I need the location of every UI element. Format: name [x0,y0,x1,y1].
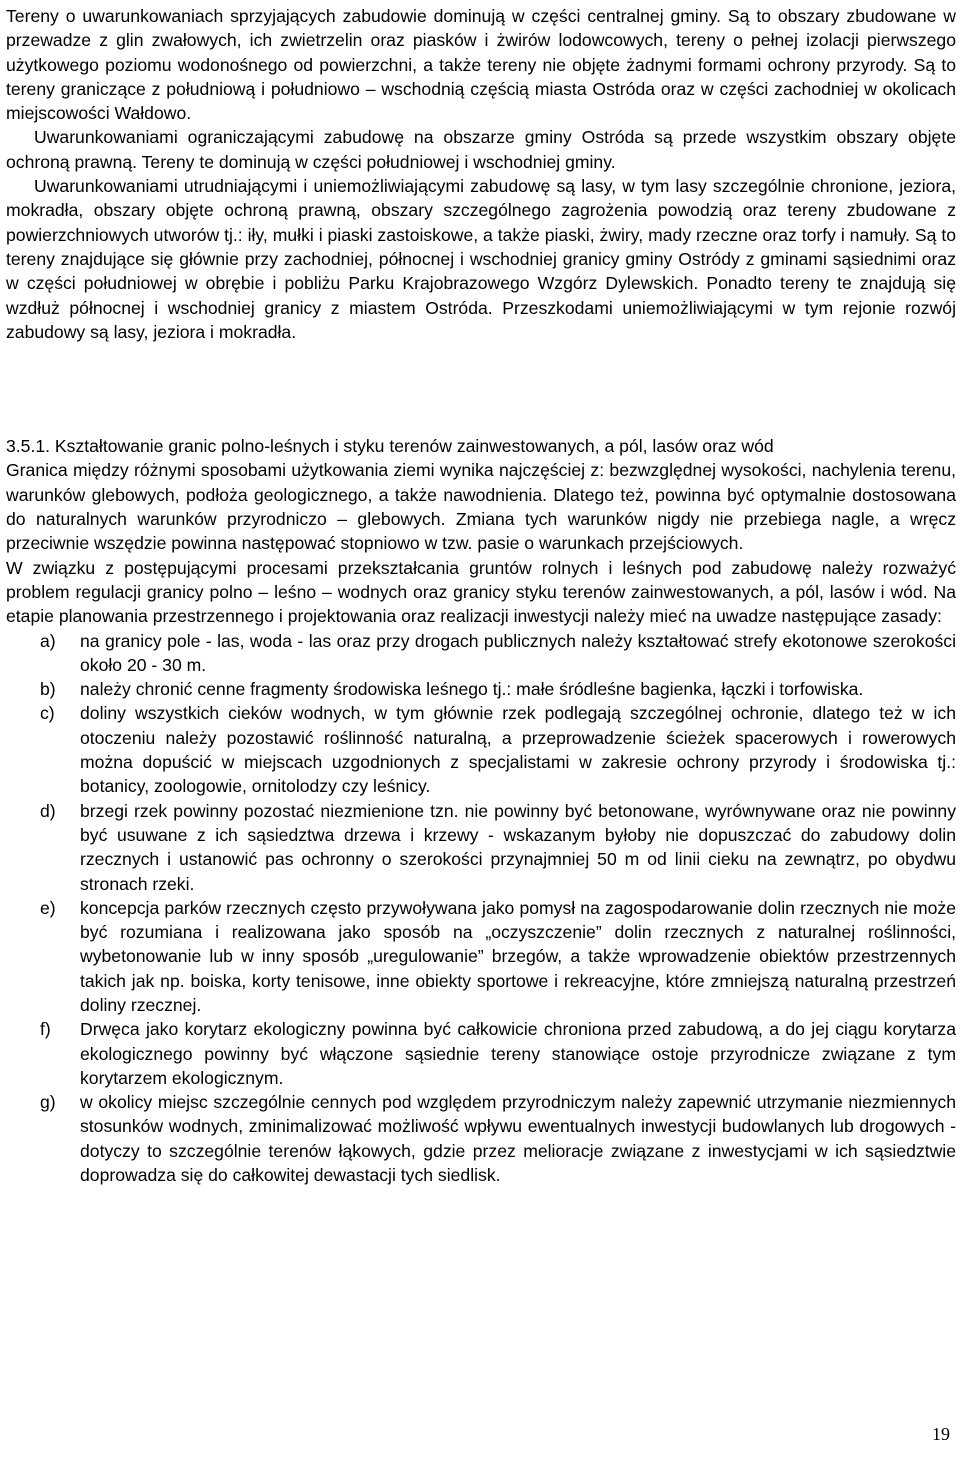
list-item-marker: e) [40,897,56,918]
list-item-text: doliny wszystkich cieków wodnych, w tym głównie rzek podlegają szczególnej ochronie, dlatego też w ich otoczeniu należy pozostawić roślinność naturalną, a przeprowadzenie ścieżek spacerowych i rowerowych można dopuścić w miejscach uzgodnionych z specjalistami w zakresie ochrony przyrody i środowiska tj.: botanicy, zoologowie, ornitolodzy czy leśnicy. [80,703,956,797]
list-item [6,701,956,798]
list-item-text: na granicy pole - las, woda - las oraz przy drogach publicznych należy kształtować strefy ekotonowe szerokości około 20 - 30 m. [80,630,956,675]
list-item-text: należy chronić cenne fragmenty środowiska leśnego tj.: małe śródleśne bagienka, łączki i torfowiska. [80,679,864,700]
section-heading: 3.5.1. Kształtowanie granic polno-leśnych i styku terenów zainwestowanych, a pól, lasów oraz wód [6,436,774,457]
intro-paragraph-2: Uwarunkowaniami ograniczającymi zabudowę na obszarze gminy Ostróda są przede wszystkim obszary objęte ochroną prawną. Tereny te dominują w części południowej i wschodniej gminy. [6,127,956,172]
section-paragraph-1: Granica między różnymi sposobami użytkowania ziemi wynika najczęściej z: bezwzględnej wysokości, nachylenia terenu, warunków glebowych, podłoża geologicznego, a także nawodnienia. Dlatego też, powinna być optymalnie dostosowana do naturalnych warunków przyrodniczo – glebowych. Zmiana tych warunków nigdy nie przebiega nagle, a wręcz przeciwnie wszędzie powinna następować stopniowo w tzw. pasie o warunkach przejściowych. [6,460,956,554]
list-item-text: w okolicy miejsc szczególnie cennych pod względem przyrodniczym należy zapewnić utrzymanie niezmiennych stosunków wodnych, zminimalizować możliwość wpływu ewentualnych inwestycji budowlanych lub drogowych - dotyczy to szczególnie terenów łąkowych, gdzie przez melioracje związane z inwestycjami w ich sąsiedztwie doprowadza się do całkowitej dewastacji tych siedlisk. [80,1092,956,1186]
list-item-text: koncepcja parków rzecznych często przywoływana jako pomysł na zagospodarowanie dolin rzecznych nie może być rozumiana i realizowana jako sposób na „oczyszczenie” dolin rzecznych z naturalnej roślinności, wybetonowanie lub w inny sposób „uregulowanie” brzegów, a także wprowadzenie obiektów przestrzennych takich jak np. boiska, korty tenisowe, inne obiekty sportowe i rekreacyjne, które zmniejszą naturalną przestrzeń doliny rzecznej. [80,897,956,1015]
list-item-marker: c) [40,703,55,724]
list-item [6,896,956,1017]
list-item [6,799,956,896]
rules-list [6,629,956,1188]
list-item [6,677,956,701]
list-item-text: brzegi rzek powinny pozostać niezmienione tzn. nie powinny być betonowane, wyrównywane oraz nie powinny być usuwane z ich sąsiedztwa drzewa i krzewy - wskazanym byłoby nie dopuszczać do zabudowy dolin rzecznych i ustanowić pas ochronny o szerokości przynajmniej 50 m od linii cieku na zewnątrz, po obydwu stronach rzeki. [80,800,956,894]
list-item-text: Drwęca jako korytarz ekologiczny powinna być całkowicie chroniona przed zabudową, a do jej ciągu korytarza ekologicznego powinny być włączone sąsiednie tereny stanowiące ostoje przyrodnicze związane z tym korytarzem ekologicznym. [80,1019,956,1088]
list-item [6,1090,956,1187]
list-item-marker: b) [40,679,56,700]
section-paragraph-2: W związku z postępującymi procesami przekształcania gruntów rolnych i leśnych pod zabudowę należy rozważyć problem regulacji granicy polno – leśno – wodnych oraz granicy styku terenów zainwestowanych, a pól, lasów i wód. Na etapie planowania przestrzennego i projektowania oraz realizacji inwestycji należy mieć na uwadze następujące zasady: [6,557,956,627]
list-item-marker: a) [40,630,56,651]
list-item-marker: g) [40,1092,56,1113]
section-spacer [6,344,956,434]
list-item [6,1017,956,1090]
list-item-marker: d) [40,800,56,821]
intro-paragraph-1: Tereny o uwarunkowaniach sprzyjających zabudowie dominują w części centralnej gminy. Są to obszary zbudowane w przewadze z glin zwałowych, ich zwietrzelin oraz piasków i żwirów lodowcowych, tereny o pełnej izolacji pierwszego użytkowego poziomu wodonośnego od powierzchni, a także tereny nie objęte żadnymi formami ochrony przyrody. Są to tereny graniczące z południową i południowo – wschodnią częścią miasta Ostróda oraz w części zachodniej w okolicach miejscowości Wałdowo. [6,6,956,124]
list-item [6,629,956,678]
document-page [6,4,956,1187]
page-number: 19 [932,1424,950,1444]
intro-paragraph-3: Uwarunkowaniami utrudniającymi i uniemożliwiającymi zabudowę są lasy, w tym lasy szczególnie chronione, jeziora, mokradła, obszary objęte ochroną prawną, obszary szczególnego zagrożenia powodzią oraz tereny zbudowane z powierzchniowych utworów tj.: iły, mułki i piaski zastoiskowe, a także piaski, żwiry, mady rzeczne oraz torfy i namuły. Są to tereny znajdujące się głównie przy zachodniej, północnej i wschodniej granicy gminy Ostródy z gminami sąsiednimi oraz w części południowej w obrębie i pobliżu Parku Krajobrazowego Wzgórz Dylewskich. Ponadto tereny te znajdują się wzdłuż północnej i wschodniej granicy z miastem Ostróda. Przeszkodami uniemożliwiającymi w tym rejonie rozwój zabudowy są lasy, jeziora i mokradła. [6,176,956,342]
list-item-marker: f) [40,1019,51,1040]
